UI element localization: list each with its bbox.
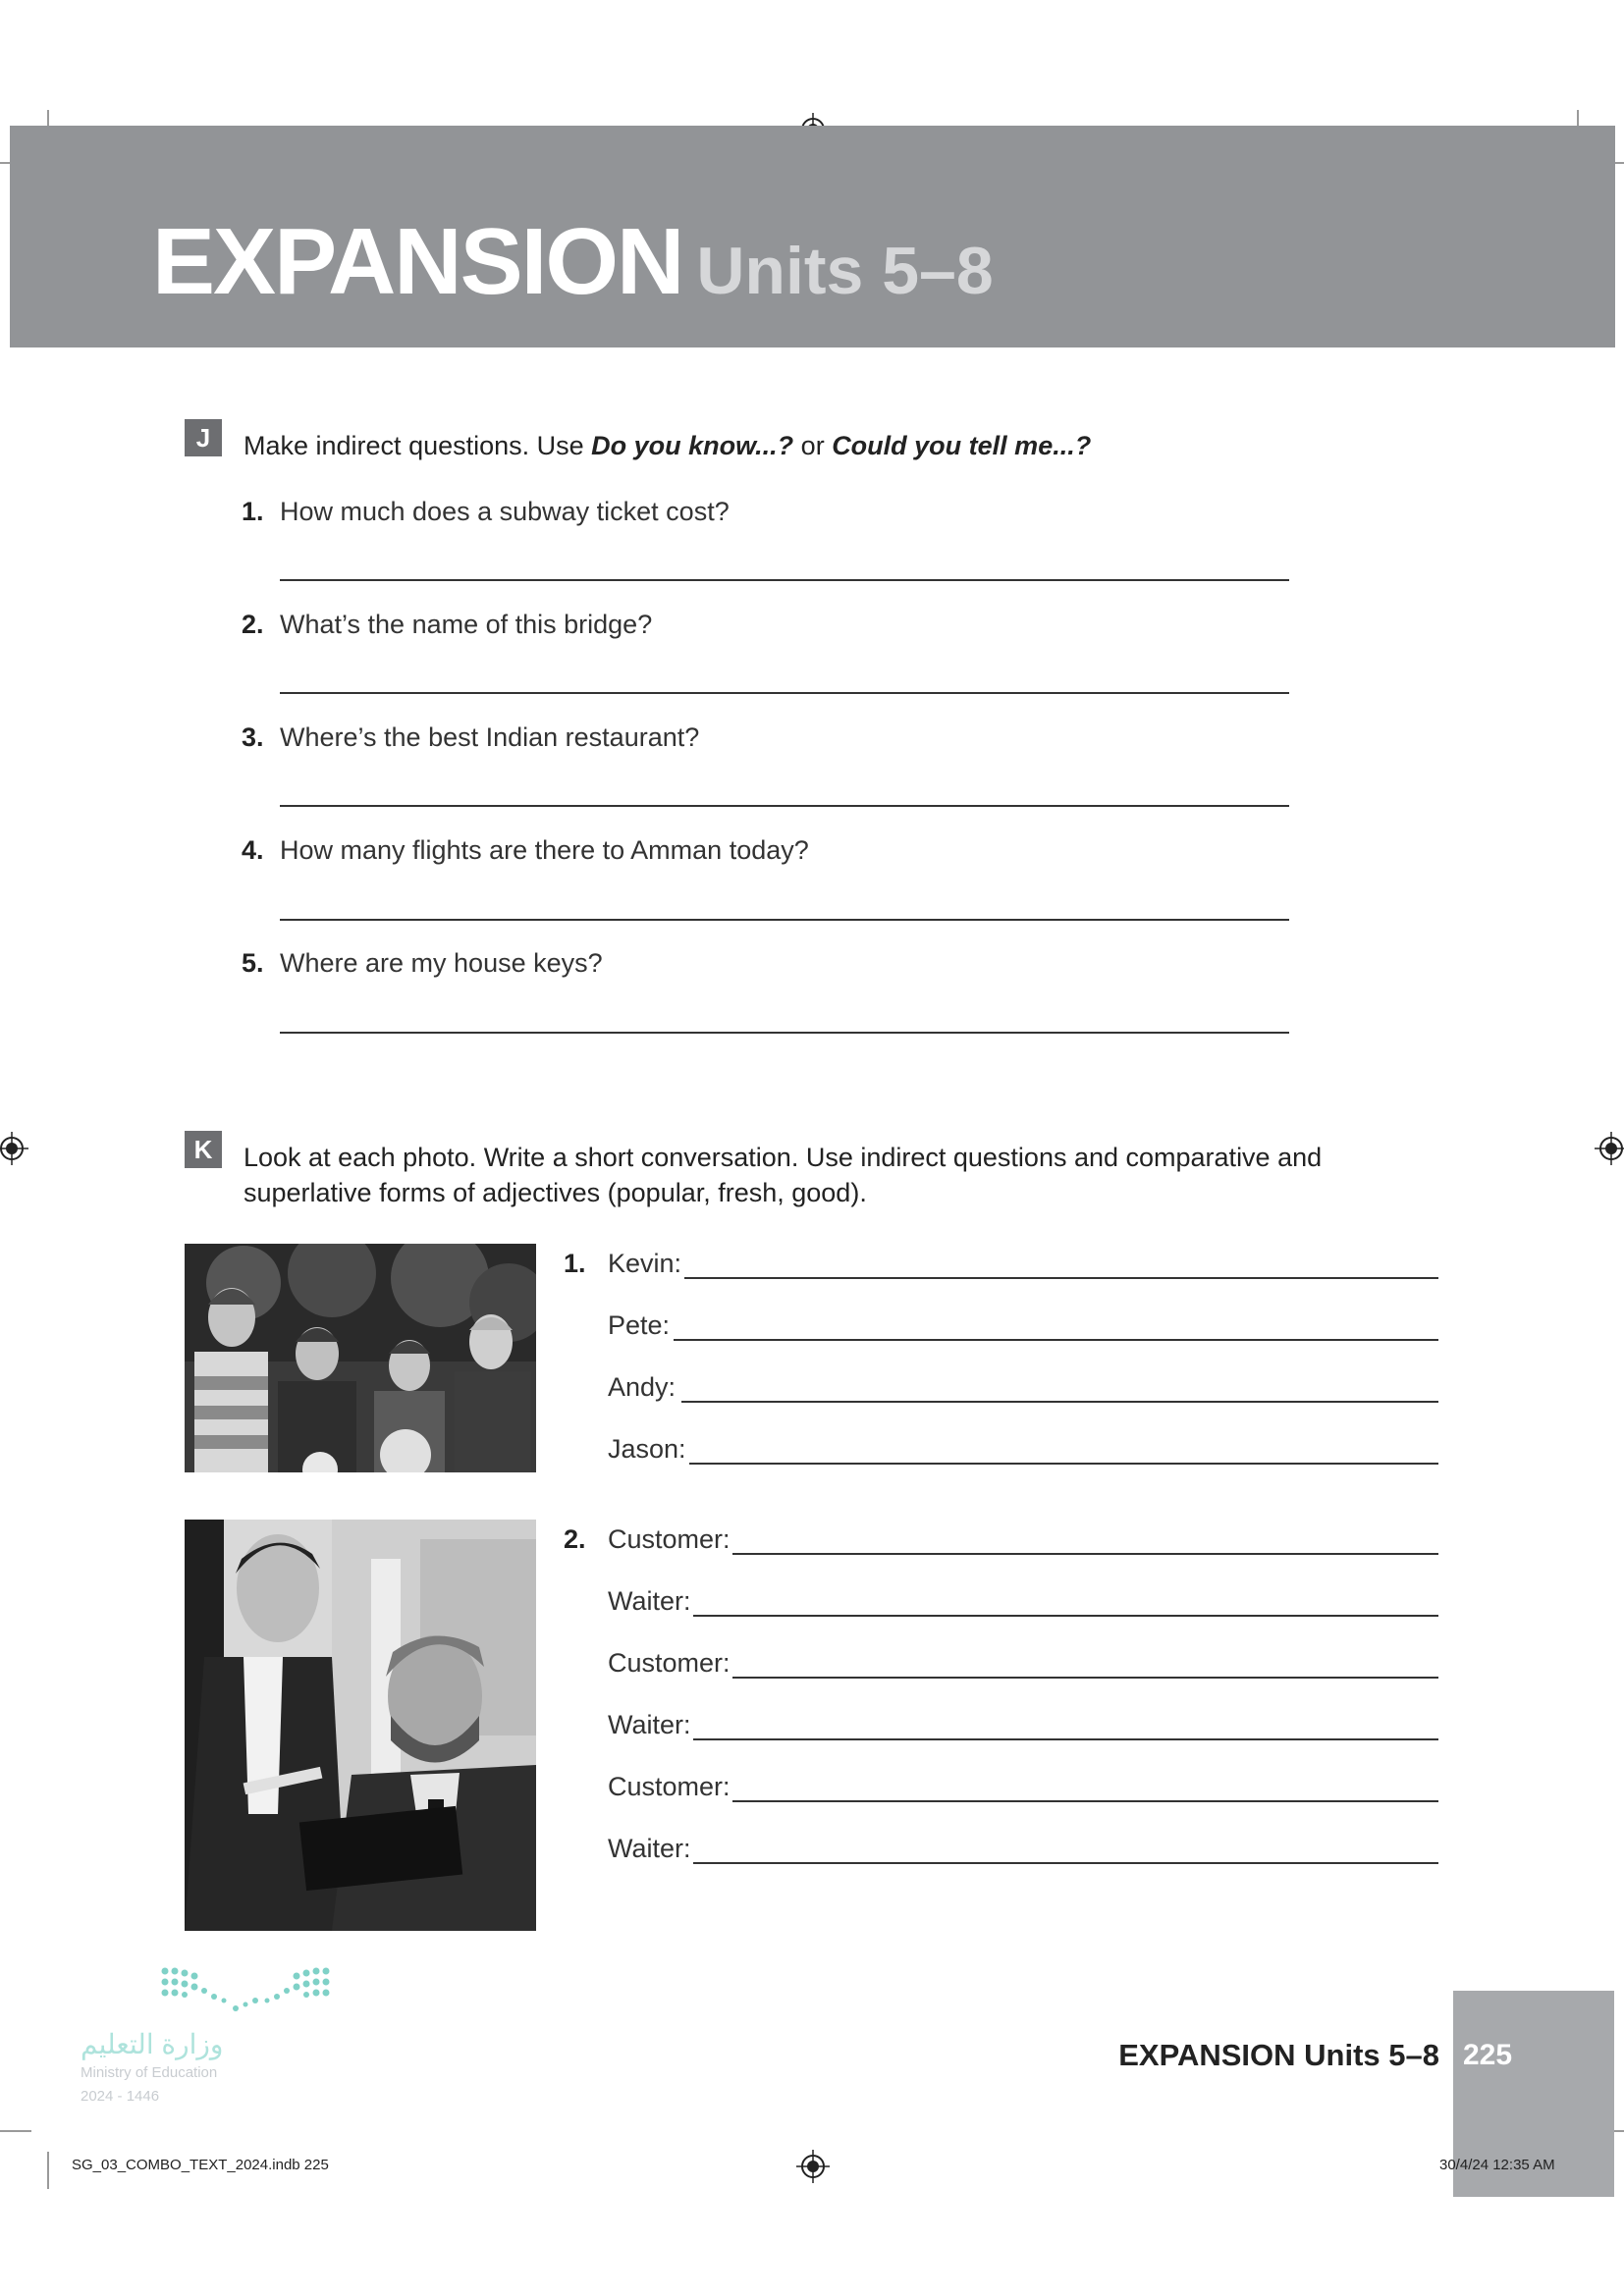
question-number: 3. bbox=[242, 722, 264, 752]
conversation-number: 1. bbox=[564, 1249, 586, 1278]
crop-mark bbox=[47, 2152, 49, 2189]
question-number: 5. bbox=[242, 948, 264, 978]
page-title bbox=[152, 208, 994, 316]
photo-four-boys bbox=[185, 1244, 536, 1472]
page-number: 225 bbox=[1463, 2039, 1513, 2071]
ministry-english: Ministry of Education bbox=[81, 2064, 218, 2081]
registration-mark-icon bbox=[1595, 1132, 1624, 1165]
question-number: 2. bbox=[242, 610, 264, 639]
slug-date: 30/4/24 12:35 AM bbox=[1439, 2157, 1555, 2173]
speaker-label: Waiter: bbox=[608, 1586, 691, 1616]
answer-line[interactable] bbox=[689, 1463, 1438, 1465]
slug-file: SG_03_COMBO_TEXT_2024.indb 225 bbox=[72, 2157, 329, 2173]
question-number: 4. bbox=[242, 835, 264, 865]
registration-mark-icon bbox=[0, 1132, 28, 1165]
answer-line[interactable] bbox=[674, 1339, 1438, 1341]
answer-line[interactable] bbox=[681, 1401, 1438, 1403]
speaker-label: Pete: bbox=[608, 1310, 671, 1340]
ministry-year: 2024 - 1446 bbox=[81, 2088, 160, 2105]
section-label-k: K bbox=[185, 1131, 222, 1168]
question-text: Where’s the best Indian restaurant? bbox=[280, 722, 700, 752]
speaker-label: Customer: bbox=[608, 1648, 731, 1678]
section-k-instruction bbox=[244, 1140, 1322, 1210]
speaker-label: Andy: bbox=[608, 1372, 677, 1402]
question-text: How much does a subway ticket cost? bbox=[280, 497, 730, 526]
answer-line[interactable] bbox=[732, 1677, 1438, 1679]
speaker-label: Jason: bbox=[608, 1434, 686, 1464]
question-number: 1. bbox=[242, 497, 264, 526]
answer-line[interactable] bbox=[280, 1032, 1289, 1034]
boys-photo-image bbox=[185, 1244, 536, 1472]
title-sub: Units 5–8 bbox=[696, 234, 994, 308]
section-label-j: J bbox=[185, 419, 222, 456]
answer-line[interactable] bbox=[280, 805, 1289, 807]
answer-line[interactable] bbox=[684, 1277, 1438, 1279]
answer-line[interactable] bbox=[693, 1862, 1438, 1864]
footer-title: EXPANSION Units 5–8 bbox=[1118, 2038, 1439, 2072]
speaker-label: Waiter: bbox=[608, 1834, 691, 1863]
ministry-logo-icon bbox=[157, 1961, 334, 2022]
speaker-label: Waiter: bbox=[608, 1710, 691, 1739]
answer-line[interactable] bbox=[732, 1800, 1438, 1802]
conversation-number: 2. bbox=[564, 1524, 586, 1554]
instruction-line: superlative forms of adjectives (popular, fresh, good). bbox=[244, 1178, 867, 1207]
restaurant-photo-image bbox=[185, 1520, 536, 1931]
question-text: Where are my house keys? bbox=[280, 948, 603, 978]
speaker-label: Kevin: bbox=[608, 1249, 682, 1278]
crop-mark bbox=[0, 2130, 31, 2132]
title-main: EXPANSION bbox=[152, 209, 683, 314]
question-text: What’s the name of this bridge? bbox=[280, 610, 653, 639]
instruction-line: Look at each photo. Write a short conversation. Use indirect questions and comparative and bbox=[244, 1143, 1323, 1172]
photo-waiter-customer bbox=[185, 1520, 536, 1931]
answer-line[interactable] bbox=[732, 1553, 1438, 1555]
answer-line[interactable] bbox=[280, 919, 1289, 921]
answer-line[interactable] bbox=[280, 692, 1289, 694]
ministry-arabic: وزارة التعليم bbox=[81, 2029, 224, 2059]
answer-line[interactable] bbox=[693, 1738, 1438, 1740]
registration-mark-icon bbox=[796, 2150, 830, 2183]
answer-line[interactable] bbox=[693, 1615, 1438, 1617]
question-text: How many flights are there to Amman today? bbox=[280, 835, 809, 865]
speaker-label: Customer: bbox=[608, 1772, 731, 1801]
section-j-instruction: Make indirect questions. Use Do you know...? or Could you tell me...? bbox=[244, 431, 1092, 460]
speaker-label: Customer: bbox=[608, 1524, 731, 1554]
answer-line[interactable] bbox=[280, 579, 1289, 581]
